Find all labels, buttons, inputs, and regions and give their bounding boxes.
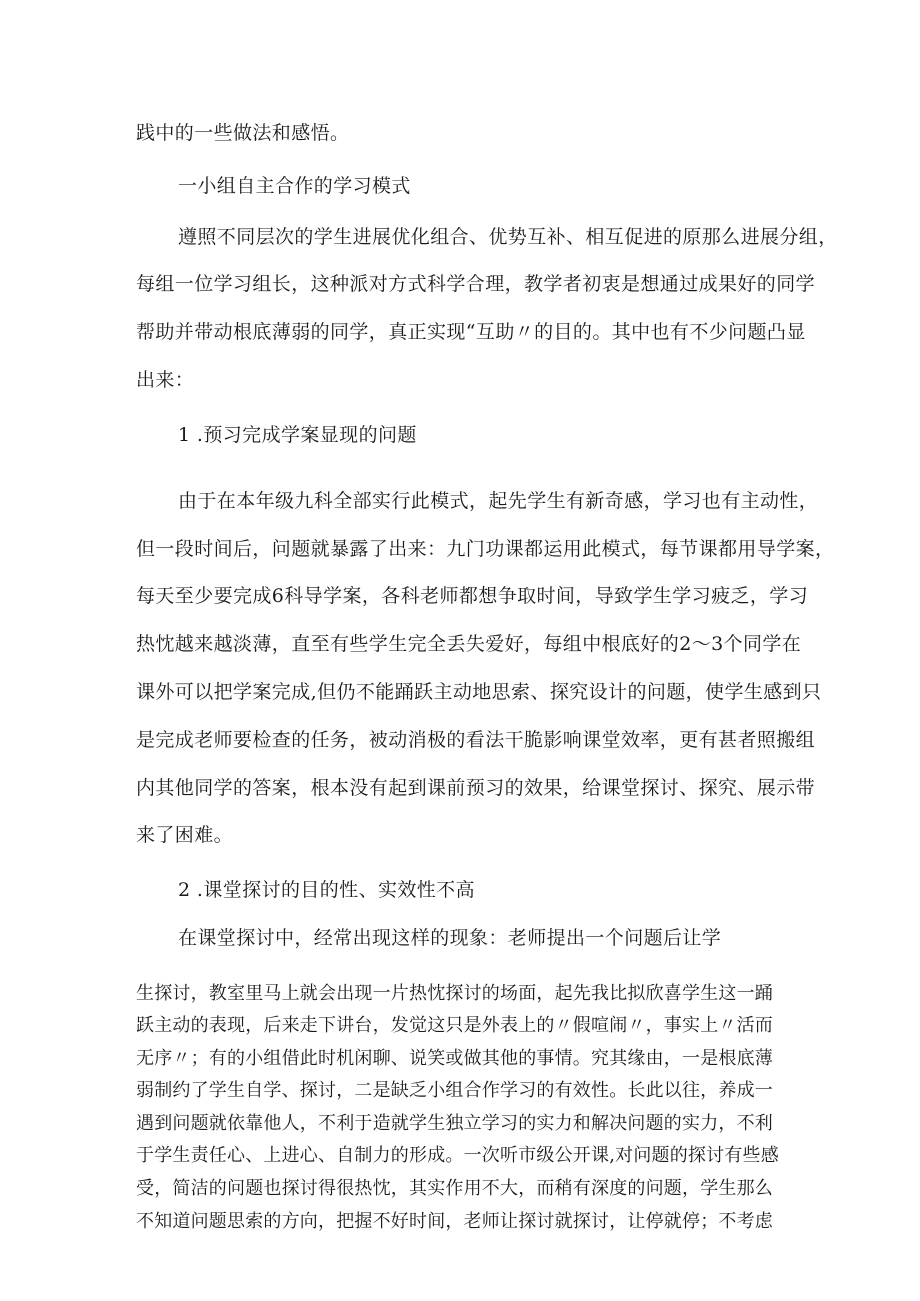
paragraph-line: 出来： xyxy=(136,369,195,391)
paragraph-line: 课外可以把学案完成,但仍不能踊跃主动地思索、探究设计的问题，使学生感到只 xyxy=(136,681,822,703)
paragraph-line: 每组一位学习组长，这种派对方式科学合理，教学者初衷是想通过成果好的同学 xyxy=(136,273,816,295)
paragraph-line: 内其他同学的答案，根本没有起到课前预习的效果，给课堂探讨、探究、展示带 xyxy=(136,777,816,799)
paragraph-line: 于学生责任心、上进心、自制力的形成。一次听市级公开课,对问题的探讨有些感 xyxy=(136,1145,779,1166)
paragraph-line: 跃主动的表现，后来走下讲台，发觉这只是外表上的〃假喧闹〃，事实上〃活而 xyxy=(136,1015,773,1036)
paragraph-line: 每天至少要完成6科导学案，各科老师都想争取时间，导致学生学习疲乏，学习 xyxy=(136,585,809,607)
paragraph-line: 但一段时间后，问题就暴露了出来：九门功课都运用此模式，每节课都用导学案， xyxy=(136,538,835,560)
paragraph-line: 无序〃；有的小组借此时机闲聊、说笑或做其他的事情。究其缘由，一是根底薄 xyxy=(136,1048,773,1069)
subsection-heading: 2 .课堂探讨的目的性、实效性不高 xyxy=(178,879,475,901)
subsection-heading: 1 .预习完成学案显现的问题 xyxy=(178,424,417,446)
paragraph-line: 遵照不同层次的学生进展优化组合、优势互补、相互促进的原那么进展分组， xyxy=(178,226,838,248)
paragraph-line: 由于在本年级九科全部实行此模式，起先学生有新奇感，学习也有主动性， xyxy=(178,490,819,512)
paragraph-line: 生探讨，教室里马上就会出现一片热忱探讨的场面，起先我比拟欣喜学生这一踊 xyxy=(136,983,773,1004)
paragraph-line: 不知道问题思索的方向，把握不好时间，老师让探讨就探讨，让停就停；不考虑 xyxy=(136,1211,773,1232)
paragraph-line: 帮助并带动根底薄弱的同学，真正实现“互助〃的目的。其中也有不少问题凸显 xyxy=(136,321,806,343)
section-heading: 一小组自主合作的学习模式 xyxy=(178,175,411,197)
paragraph-line: 热忱越来越淡薄，直至有些学生完全丢失爱好，每组中根底好的2～3个同学在 xyxy=(136,633,802,655)
paragraph-line: 来了困难。 xyxy=(136,824,234,846)
paragraph-line: 弱制约了学生自学、探讨，二是缺乏小组合作学习的有效性。长此以往，养成一 xyxy=(136,1080,773,1101)
paragraph-line: 践中的一些做法和感悟。 xyxy=(136,122,350,144)
paragraph-line: 是完成老师要检查的任务，被动消极的看法干脆影响课堂效率，更有甚者照搬组 xyxy=(136,729,816,751)
paragraph-line: 在课堂探讨中，经常出现这样的现象：老师提出一个问题后让学 xyxy=(178,927,722,949)
paragraph-line: 受，简洁的问题也探讨得很热忱，其实作用不大，而稍有深度的问题，学生那么 xyxy=(136,1178,773,1199)
paragraph-line: 遇到问题就依靠他人，不利于造就学生独立学习的实力和解决问题的实力，不利 xyxy=(136,1113,773,1134)
